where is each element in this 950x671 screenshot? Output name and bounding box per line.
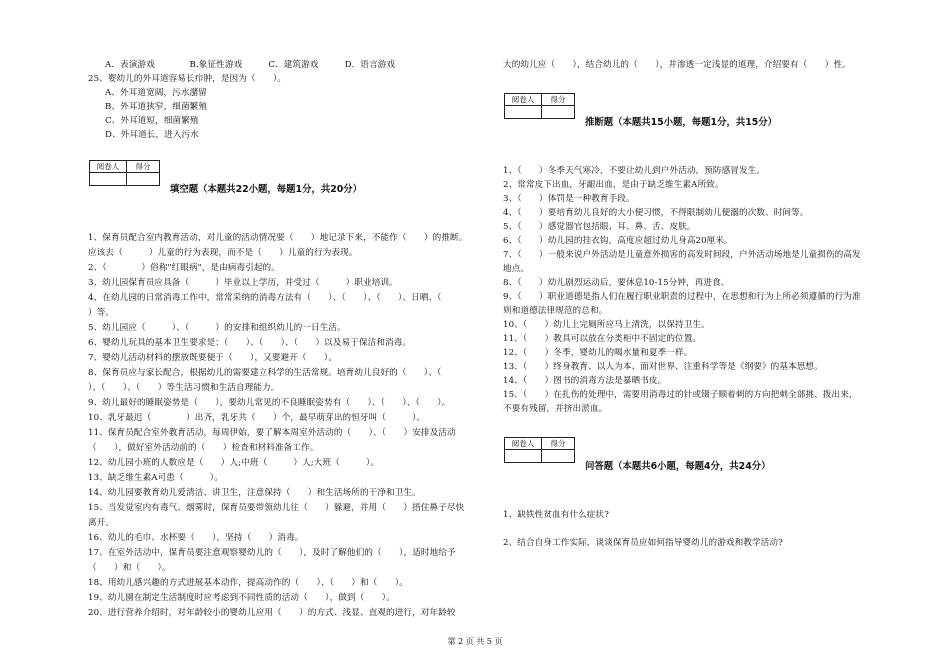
question-line: 12、幼儿园小班的人数应是（ ）人;中班（ ）人;大班（ ）。 xyxy=(88,458,380,468)
question-line: 15、当发觉室内有毒气、烟雾时，保育员要带领幼儿往（ ）躲避，并用（ ）捂住鼻子尽快 xyxy=(88,503,465,513)
score-cell xyxy=(127,173,160,186)
score-box xyxy=(504,437,575,463)
option-b: B、外耳道狭窄，细菌繁殖 xyxy=(105,102,208,112)
question-line: 5、（ ）感觉器官包括眼、耳、鼻、舌、皮肤。 xyxy=(503,222,696,232)
grader-label: 阅卷人 xyxy=(505,438,542,450)
question-line: 离开。 xyxy=(88,518,115,528)
score-label: 得分 xyxy=(127,161,160,173)
question-line: 4、（ ）要培育幼儿良好的大小便习惯，不得限制幼儿便溺的次数、时间等。 xyxy=(503,208,809,218)
question-line: 16、幼儿的毛巾、水杯要（ ），坚持（ ）消毒。 xyxy=(88,533,304,543)
score-cell xyxy=(542,450,575,463)
question-line: 5、幼儿园应（ ）、（ ）的安排和组织幼儿的一日生活。 xyxy=(88,323,346,333)
page-footer: 第 2 页 共 5 页 xyxy=(447,637,503,646)
option-d: D、外耳道长，进入污水 xyxy=(105,130,199,140)
question-line: 14、幼儿园要教育幼儿爱清洁、讲卫生，注意保持（ ）和生活场所的干净和卫生。 xyxy=(88,488,421,498)
grader-cell xyxy=(505,106,542,119)
question-line: 7、婴幼儿活动材料的摆放既要便于（ ），又要避开（ ）。 xyxy=(88,353,338,363)
question-line: 9、幼儿最好的睡眠姿势是（ ），要幼儿常见的不良睡眠姿势有（ ）、（ ）、（ ）。 xyxy=(88,398,451,408)
question-line: （ ）和（ ）。 xyxy=(88,563,171,573)
grader-cell xyxy=(505,450,542,463)
question-25: 25、婴幼儿的外耳道容易长疖肿，是因为（ ）。 xyxy=(88,74,287,84)
question-line: 应该去（ ）儿童的行为表现，而不是（ ）儿童的行为表现。 xyxy=(88,248,358,258)
question-line: 1、保育员配合室内教育活动，对儿童的活动情况要（ ）地记录下来，不能作（ ）的推断。 xyxy=(88,233,468,243)
question-line: 11、保育员配合室外教育活动，每周伊始，要了解本周室外活动的（ ）、（ ）安排及活动 xyxy=(88,428,456,438)
question-line: 8、保育员应与家长配合，根据幼儿的需要建立科学的生活常规。培育幼儿良好的（ ）、（ xyxy=(88,368,442,378)
score-label: 得分 xyxy=(542,94,575,106)
question-line: 2、常常皮下出血，牙龈出血，是由于缺乏维生素A所致。 xyxy=(503,180,724,190)
question-line: 3、（ ）体罚是一种教育手段。 xyxy=(503,194,635,204)
question-line: 15、（ ）在扎伤的处理中，需要用消毒过的针或镊子顺着刺的方向把刺全部挑、拨出来， xyxy=(503,390,858,400)
question-line: 10、乳牙最迟（ ）出齐，乳牙共（ ）个，最早萌芽出的恒牙叫（ ）。 xyxy=(88,413,426,423)
question-line: ）、（ ）、（ ）等生活习惯和生活自理能力。 xyxy=(88,383,280,393)
grader-label: 阅卷人 xyxy=(505,94,542,106)
question-line: 1、缺铁性贫血有什么症状? xyxy=(503,510,609,520)
section-title-fill-in: 填空题（本题共22小题，每题1分，共20分） xyxy=(170,184,362,195)
question-line: 不要有残留，并挤出淤血。 xyxy=(503,404,608,414)
question-line: 2、结合自身工作实际，谈谈保育员应如何指导婴幼儿的游戏和教学活动? xyxy=(503,538,783,548)
question-line: 8、（ ）幼儿剧烈运动后，要休息10-15分钟，再进食。 xyxy=(503,278,730,288)
options-line: A．表演游戏 B.象征性游戏 C．建筑游戏 D．语言游戏 xyxy=(105,60,396,70)
section-title-judgement: 推断题（本题共15小题，每题1分，共15分） xyxy=(585,117,777,128)
grader-cell xyxy=(90,173,127,186)
question-line: 1、（ ）冬季天气寒冷，不要让幼儿到户外活动，预防感冒发生。 xyxy=(503,166,766,176)
question-line: 则和道德法律规范的总和。 xyxy=(503,306,608,316)
question-line: 11、（ ）教具可以放在分类柜中不固定的位置。 xyxy=(503,334,702,344)
score-label: 得分 xyxy=(542,438,575,450)
section-title-short-answer: 问答题（本题共6小题，每题4分，共24分） xyxy=(585,461,771,472)
score-cell xyxy=(542,106,575,119)
question-line: 19、幼儿園在制定生活制度时应考虑到不同性质的活动（ ），做到（ ）。 xyxy=(88,593,395,603)
question-line: 2、（ ）俗称"红眼病"，是由病毒引起的。 xyxy=(88,263,280,273)
option-a: A、外耳道宽阔，污水潴留 xyxy=(105,88,207,98)
question-line: 17、在室外活动中，保育员要注意观察婴幼儿的（ ），及时了解他们的（ ），适时地给予 xyxy=(88,548,456,558)
question-line: 13、缺乏维生素A可患（ ）。 xyxy=(88,473,223,483)
question-line: 3、幼儿园保育员应具备（ ）毕业以上学历，并受过（ ）职业培训。 xyxy=(88,278,398,288)
question-line: 7、（ ）一般来说户外活动是儿童意外损害的高发时间段，户外活动场地是儿童损伤的高发 xyxy=(503,250,861,260)
question-line: 13、（ ）终身教育、以人为本、面对世界、注重科学等是《纲要》的基本思想。 xyxy=(503,362,823,372)
question-line: 20、进行营养介绍时，对年龄较小的婴幼儿应用（ ）的方式、浅显、直观的进行，对年龄较 xyxy=(88,608,456,618)
question-line: ）等。 xyxy=(88,308,115,318)
question-line: 12、（ ）冬季，婴幼儿的喝水量和夏季一样。 xyxy=(503,348,693,358)
question-line: （ ），做好室外活动前的（ ）检查和材料准备工作。 xyxy=(88,443,319,453)
score-box xyxy=(89,160,160,186)
option-c: C、外耳道短，细菌繁殖 xyxy=(105,116,199,126)
question-line: 6、（ ）幼儿园的挂衣钩，高度应超过幼儿身高20厘米。 xyxy=(503,236,733,246)
question-line: 18、用幼儿感兴趣的方式进展基本动作，提高动作的（ ）、（ ）和（ ）。 xyxy=(88,578,408,588)
question-line: 地点。 xyxy=(503,264,530,274)
question-line: 9、（ ）职业道德是指人们在履行职业职责的过程中，在思想和行为上所必须遵循的行为准 xyxy=(503,292,861,302)
question-line: 14、（ ）图书的消毒方法是暴晒书皮。 xyxy=(503,376,667,386)
continued-line: 大的幼儿应（ ），结合幼儿的（ ），并渗透一定浅显的道理，介绍要有（ ）性。 xyxy=(503,60,851,70)
score-box xyxy=(504,93,575,119)
question-line: 10、（ ）幼儿上完厕所应马上清洗，以保持卫生。 xyxy=(503,320,710,330)
question-line: 4、在幼儿园的日常消毒工作中，常常采纳的消毒方法有（ ）、（ ）、（ ）、日晒、（ xyxy=(88,293,459,303)
question-line: 6、婴幼儿玩具的基本卫生要求是：（ ）、（ ）、（ ）以及易于保洁和消毒。 xyxy=(88,338,412,348)
grader-label: 阅卷人 xyxy=(90,161,127,173)
